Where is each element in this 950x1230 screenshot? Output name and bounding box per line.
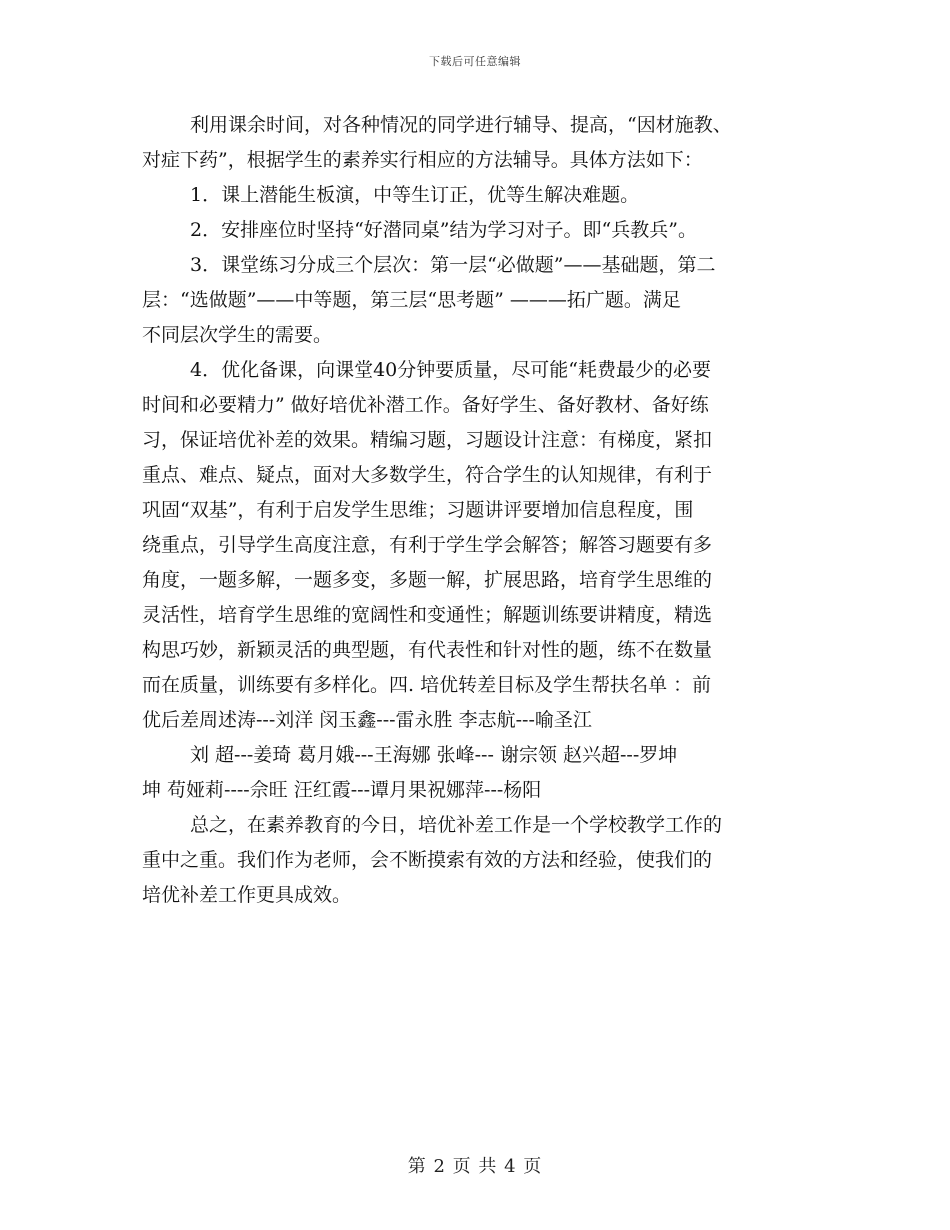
text-line: 优后差周述涛---刘洋 闵玉鑫---雷永胜 李志航---喻圣江 [142,709,592,731]
text-line: 而在质量，训练要有多样化。四. 培优转差目标及学生帮扶名单 ：前 [142,674,712,696]
text-line: 4．优化备课，向课堂40分钟要质量，尽可能“耗费最少的必要 [190,359,711,381]
page-footer: 第 2 页 共 4 页 [407,1156,543,1177]
text-line: 灵活性，培育学生思维的宽阔性和变通性；解题训练要讲精度，精选 [142,604,713,626]
text-line: 1．课上潜能生板演，中等生订正，优等生解决难题。 [190,184,640,206]
text-line: 坤 苟娅莉----佘旺 汪红霞---谭月果祝娜萍---杨阳 [142,779,542,801]
page-header: 下载后可任意编辑 [429,55,521,68]
text-line: 对症下药”，根据学生的素养实行相应的方法辅导。具体方法如下： [142,149,703,171]
text-line: 绕重点，引导学生高度注意，有利于学生学会解答；解答习题要有多 [142,534,713,556]
text-line: 刘 超---姜琦 葛月娥---王海娜 张峰--- 谢宗领 赵兴超---罗坤 [190,744,678,766]
text-line: 角度，一题多解，一题多变，多题一解，扩展思路，培育学生思维的 [142,569,713,591]
document-body [142,108,802,913]
text-line: 层：“选做题”——中等题，第三层“思考题” ———拓广题。满足 [142,289,681,311]
text-line: 利用课余时间，对各种情况的同学进行辅导、提高，“因材施教、 [190,114,732,136]
text-line: 3．课堂练习分成三个层次：第一层“必做题”——基础题，第二 [190,254,716,276]
text-line: 重中之重。我们作为老师，会不断摸索有效的方法和经验，使我们的 [142,849,713,871]
text-line: 2．安排座位时坚持“好潜同桌”结为学习对子。即“兵教兵”。 [190,219,697,241]
text-line: 构思巧妙，新颖灵活的典型题，有代表性和针对性的题，练不在数量 [142,639,713,661]
text-line: 习，保证培优补差的效果。精编习题，习题设计注意：有梯度，紧扣 [142,429,713,451]
text-line: 总之，在素养教育的今日，培优补差工作是一个学校教学工作的 [190,814,723,836]
text-line: 不同层次学生的需要。 [142,324,333,346]
text-line: 重点、难点、疑点，面对大多数学生，符合学生的认知规律，有利于 [142,464,713,486]
text-line: 培优补差工作更具成效。 [142,884,352,906]
text-line: 巩固“双基”，有利于启发学生思维；习题讲评要增加信息程度，围 [142,499,694,521]
text-line: 时间和必要精力” 做好培优补潜工作。备好学生、备好教材、备好练 [142,394,709,416]
